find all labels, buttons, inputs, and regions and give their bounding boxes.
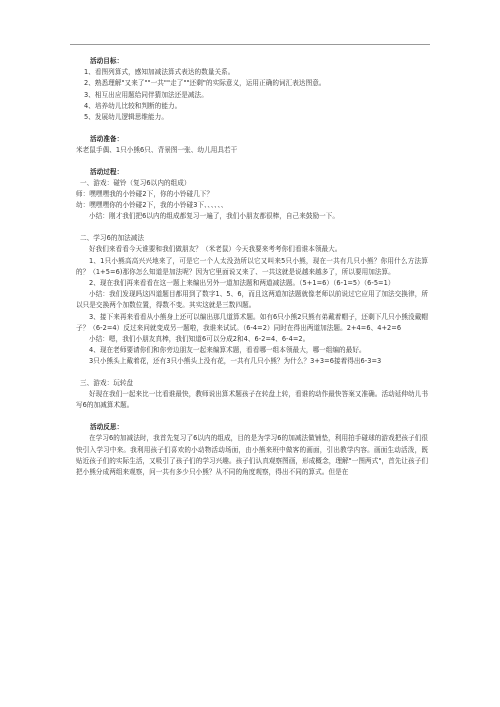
prep-heading: 活动准备： xyxy=(90,134,124,143)
part2-paragraph: 小结：我们发现吗这四道题目都用到了数字1、5、6，而且这两道加法题就像老师以前说过它应用了加法交换律，所以只是交换两个加数位置，得数不变。其实这就是三数四题。 xyxy=(76,290,428,310)
part3-title: 三、游戏：玩转盘 xyxy=(80,379,134,388)
part2-paragraph: 小结：嗯，我们小朋友真棒，我们知道6可以分成2和4、6-2=4、6-4=2。 xyxy=(89,334,310,343)
part2-paragraph: 2、现在我们再来看看在这一题上来编出另外一道加法题和两道减法题。（5+1=6）（6-1=5）（6-5=1） xyxy=(89,278,395,287)
goals-heading: 活动目标： xyxy=(90,57,124,65)
goal-item: 5、发展幼儿逻辑思维能力。 xyxy=(84,113,168,122)
part2-paragraph: 1、1只小熊高高兴兴地来了，可是它一个人太没劲所以它又叫来5只小熊，现在一共有几只小熊？你用什么方法算的？（1+5=6)那你怎么知道是加法呢？因为它里面说又来了、一共这就是说越来越多了，所以要用加法算。 xyxy=(76,256,428,276)
document-body xyxy=(76,56,428,478)
part1-line: 小结：刚才我们把6以内的组成都复习一遍了，我们小朋友都很棒，自己来鼓励一下。 xyxy=(89,212,340,221)
part2-paragraph: 3只小熊头上戴着花，还有3只小熊头上没有花，一共有几只小熊？为什么？3+3=6接着得出6-3=3 xyxy=(89,357,382,366)
part2-paragraph: 3、接下来再来看看从小熊身上还可以编出那几道算术题。如有6只小熊2只熊有弟戴着帽子，还剩下几只小熊没戴帽子？（6-2=4）反过来问就变成另一题啦，我谁来试试。（6-4=2）同时在得出两道加法题。2+4=6、4+2=6 xyxy=(76,312,428,332)
part3-text: 好现在我们一起来比一比看谁最快，教师说出算术题孩子在转盘上转，看谁的动作最快答案又准确。活动延伸幼儿书写6的加减算术题。 xyxy=(76,390,428,410)
prep-text: 米老鼠手偶、1只小熊6只、背景图一张、幼儿用具若干 xyxy=(76,145,238,154)
part1-title: 一、游戏：碰铃（复习6以内的组成） xyxy=(80,178,191,187)
goal-item: 2、熟悉理解"又来了""一共""走了""还剩"的实际意义，运用正确的词汇表达图意。 xyxy=(84,79,326,88)
part1-line: 幼：嘿嘿嘿你的小铃碰2下，我的小铃碰3下、、、、、、 xyxy=(76,201,228,210)
reflection-text: 在学习6的加减法时，我首先复习了6以内的组成，目的是为学习6的加减法做铺垫，利用拍手碰球的游戏把孩子们很快引入学习中来。我利用孩子们喜欢的小动物活动场面，由小熊来班中做客的画面，引出教学内容。画面生动活泼，既贴近孩子们的实际生活，又吸引了孩子们的学习兴趣。孩子们认真观察图画，形成概念，理解"一图两式"，首先让孩子们把小熊分成两组来观察，问一共有多少只小熊？从不同的角度观察，得出不同的算式。但是在 xyxy=(76,434,428,476)
reflection-heading: 活动反思： xyxy=(90,423,124,432)
goal-item: 3、相互出应用题给同伴猜加法还是减法。 xyxy=(84,90,208,99)
part1-line: 师：嘿嘿嘿我的小铃碰2下，你的小铃碰几下？ xyxy=(76,190,214,199)
part2-title: 二、学习6的加法减法 xyxy=(80,234,145,243)
header-rule xyxy=(70,44,430,45)
part2-paragraph: 4、现在老师要请你们和你旁边朋友一起来编算术题，看看哪一组本领最大，哪一组编的最好。 xyxy=(89,346,366,355)
process-heading: 活动过程： xyxy=(90,167,124,176)
goal-item: 1、看图列算式，感知加减法算式表达的数量关系。 xyxy=(84,68,235,77)
part2-paragraph: 好我们来看看今天谁要和我们做朋友？（米老鼠）今天我要来考考你们看谁本领最大。 xyxy=(89,245,342,254)
goal-item: 4、培养幼儿比较和判断的能力。 xyxy=(84,101,182,110)
